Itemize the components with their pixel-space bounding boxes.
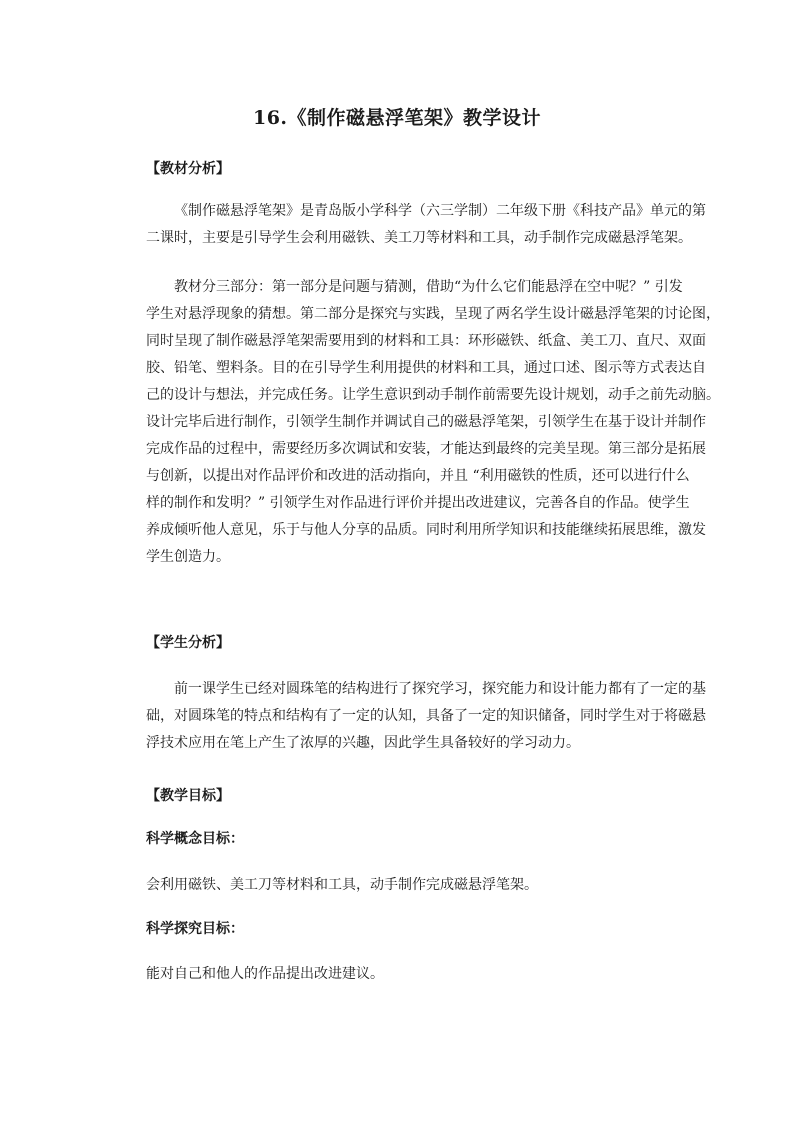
- text-line: 己的设计与想法，并完成任务。让学生意识到动手制作前需要先设计规划，动手之前先动脑。: [146, 387, 720, 403]
- subheading-concept-goal: 科学概念目标：: [146, 831, 244, 847]
- paragraph-student-analysis: [146, 676, 706, 757]
- paragraph-textbook-structure: [146, 274, 720, 571]
- text-line: 胶、铅笔、塑料条。目的在引导学生利用提供的材料和工具，通过口述、图示等方式表达自: [146, 360, 706, 376]
- text-line: 教材分三部分：第一部分是问题与猜测，借助“为什么它们能悬浮在空中呢？” 引发: [174, 279, 683, 295]
- text-line: 样的制作和发明？” 引领学生对作品进行评价并提出改进建议，完善各自的作品。使学生: [146, 495, 690, 511]
- document-title: 16.《制作磁悬浮笔架》教学设计: [252, 107, 542, 129]
- inquiry-goal-text: 能对自己和他人的作品提出改进建议。: [146, 966, 384, 982]
- text-line: 设计完毕后进行制作，引领学生制作并调试自己的磁悬浮笔架，引领学生在基于设计并制作: [146, 414, 706, 430]
- text-line: 前一课学生已经对圆珠笔的结构进行了探究学习，探究能力和设计能力都有了一定的基: [174, 681, 706, 697]
- text-line: 养成倾听他人意见，乐于与他人分享的品质。同时利用所学知识和技能继续拓展思维，激发: [146, 522, 706, 538]
- text-line: 同时呈现了制作磁悬浮笔架需要用到的材料和工具：环形磁铁、纸盒、美工刀、直尺、双面: [146, 333, 706, 349]
- paragraph-textbook-intro: [146, 198, 706, 252]
- subheading-inquiry-goal: 科学探究目标：: [146, 921, 244, 937]
- text-line: 与创新，以提出对作品评价和改进的活动指向，并且 “利用磁铁的性质，还可以进行什么: [146, 468, 690, 484]
- text-line: 《制作磁悬浮笔架》是青岛版小学科学（六三学制）二年级下册《科技产品》单元的第: [174, 203, 706, 219]
- text-line: 完成作品的过程中，需要经历多次调试和安装，才能达到最终的完美呈现。第三部分是拓展: [146, 441, 706, 457]
- text-line: 学生创造力。: [146, 549, 230, 565]
- section-heading-teaching-goals: 【教学目标】: [146, 788, 230, 804]
- text-line: 浮技术应用在笔上产生了浓厚的兴趣，因此学生具备较好的学习动力。: [146, 735, 580, 751]
- section-heading-textbook-analysis: 【教材分析】: [146, 161, 230, 177]
- text-line: 础，对圆珠笔的特点和结构有了一定的认知，具备了一定的知识储备，同时学生对于将磁悬: [146, 708, 706, 724]
- text-line: 二课时，主要是引导学生会利用磁铁、美工刀等材料和工具，动手制作完成磁悬浮笔架。: [146, 230, 692, 246]
- concept-goal-text: 会利用磁铁、美工刀等材料和工具，动手制作完成磁悬浮笔架。: [146, 877, 538, 893]
- text-line: 学生对悬浮现象的猜想。第二部分是探究与实践，呈现了两名学生设计磁悬浮笔架的讨论图，: [146, 306, 720, 322]
- section-heading-student-analysis: 【学生分析】: [146, 635, 230, 651]
